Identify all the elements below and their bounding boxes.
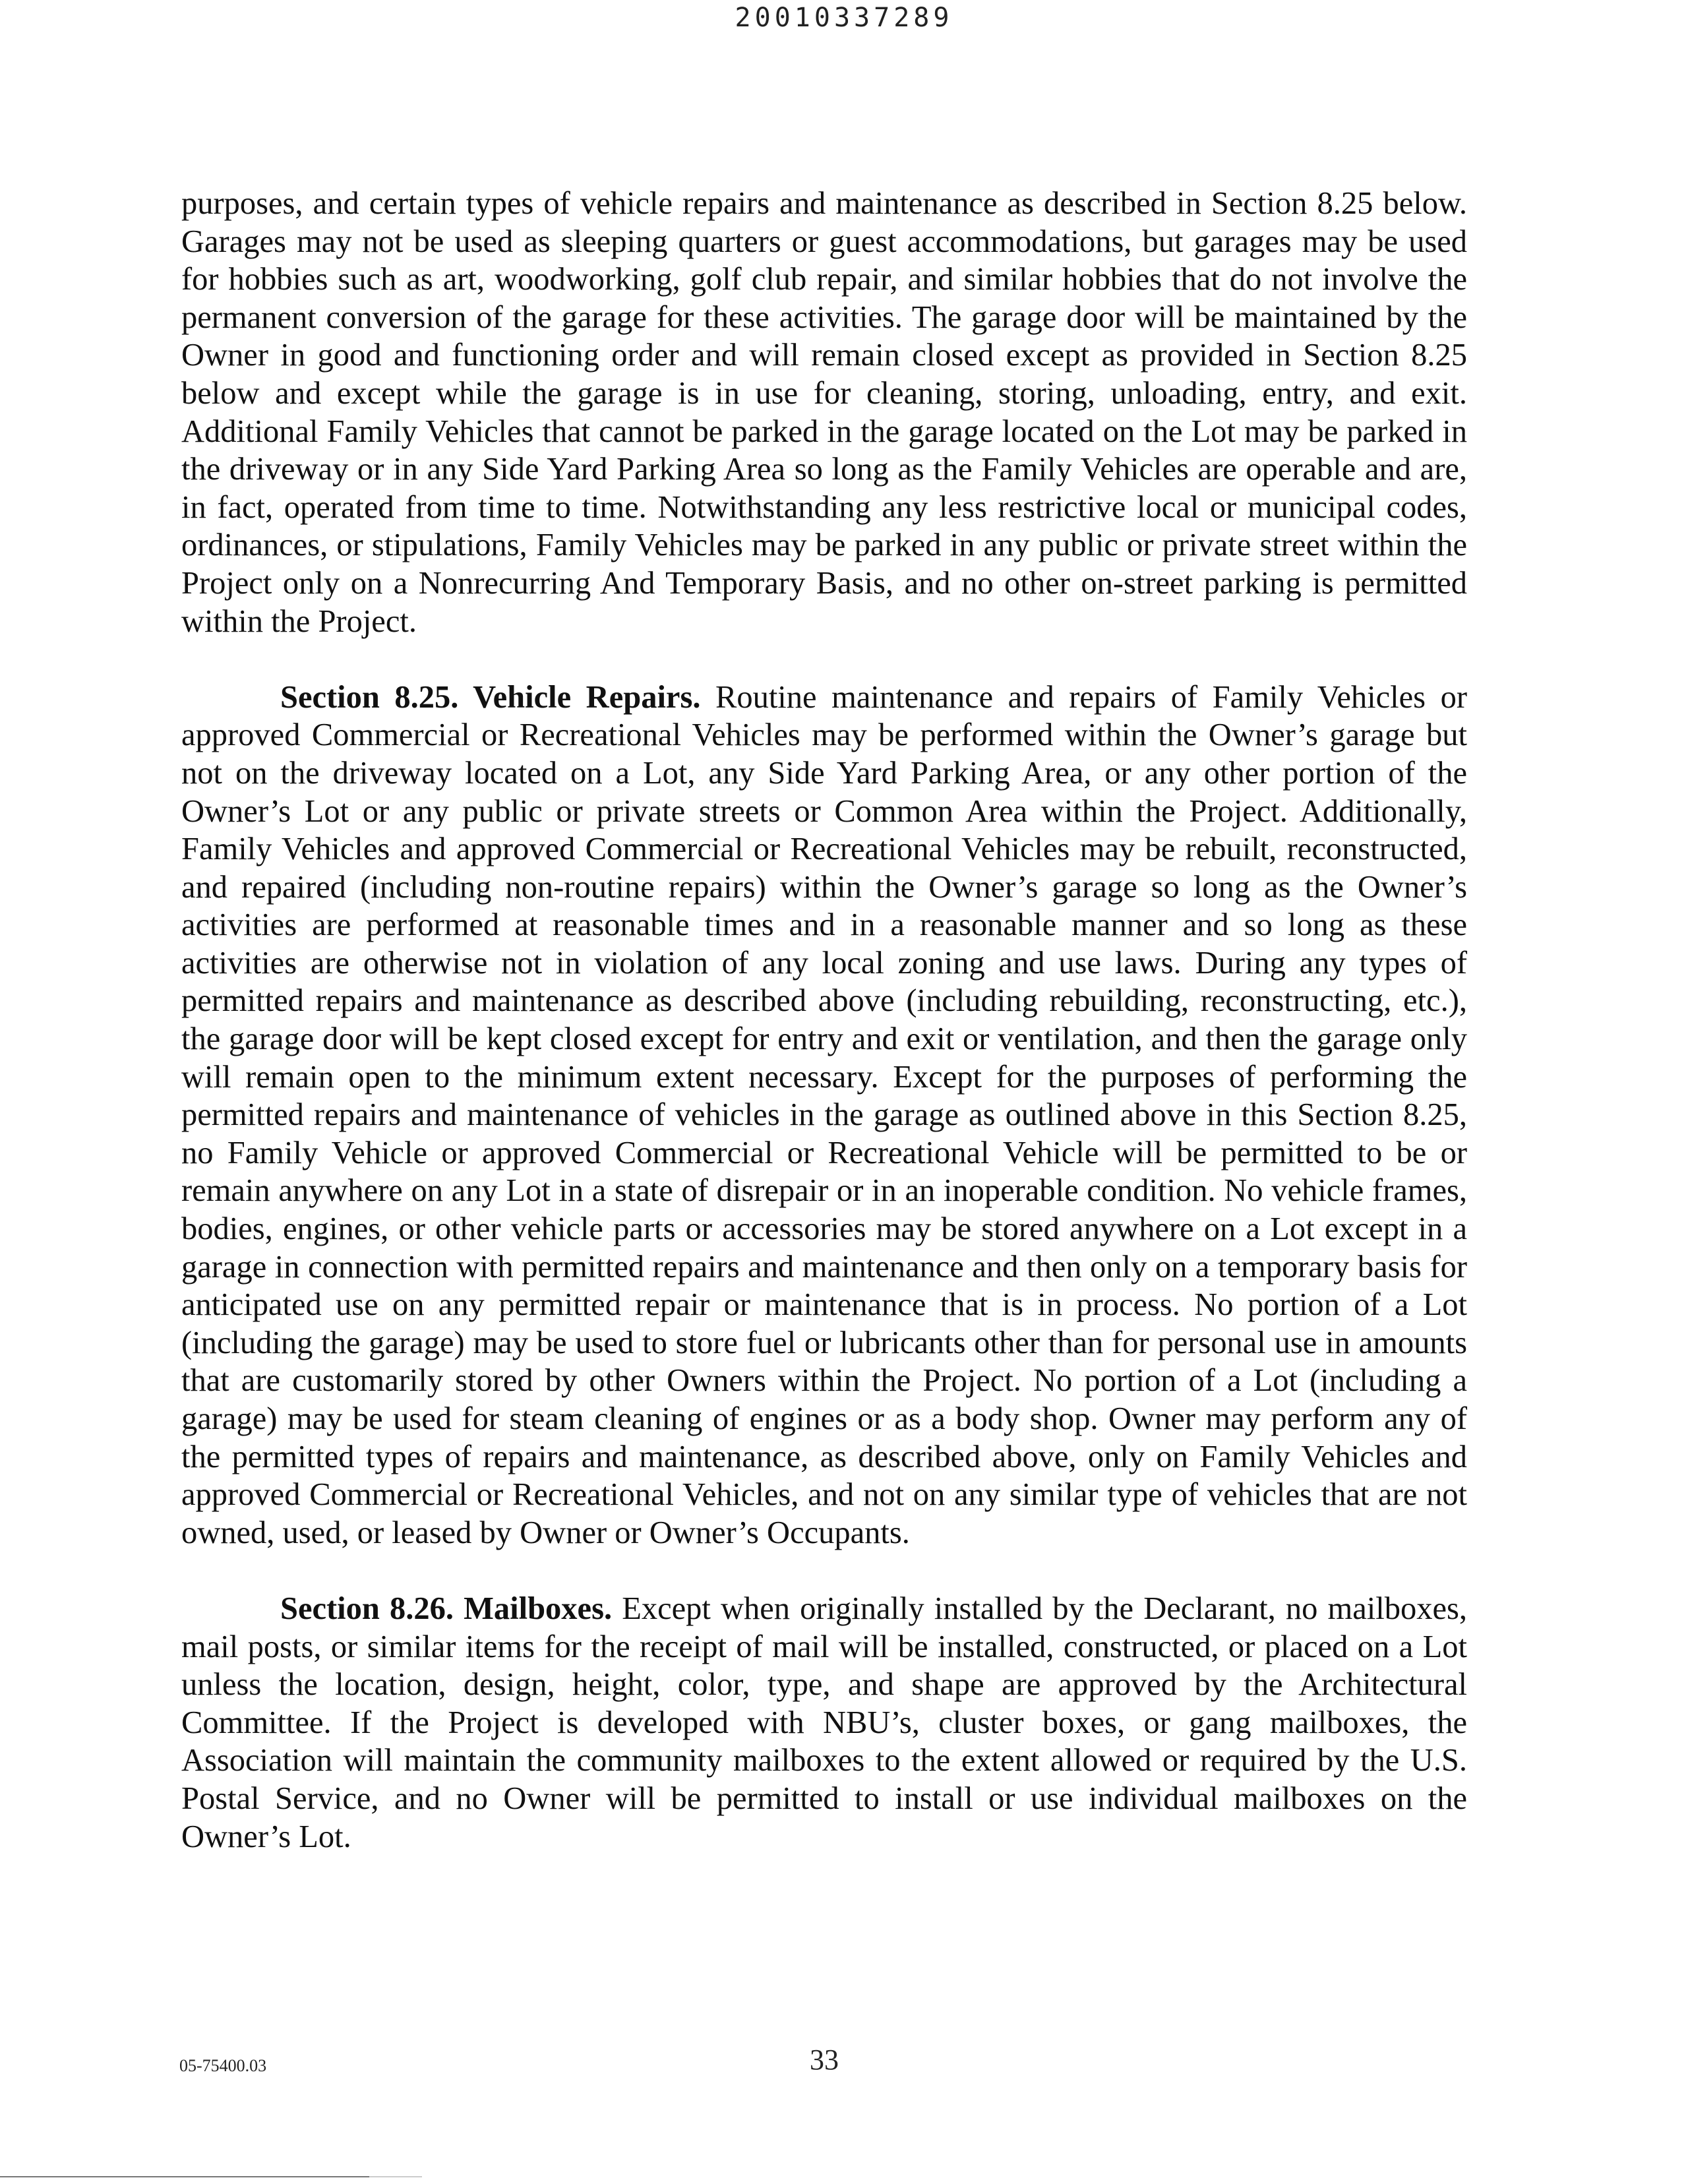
section-heading: Section 8.25. Vehicle Repairs. — [280, 679, 715, 715]
section-heading: Section 8.26. Mailboxes. — [280, 1591, 622, 1626]
bottom-scan-line — [0, 2176, 369, 2177]
paragraph-text: Routine maintenance and repairs of Family Vehicles or approved Commercial or Recreational Vehicles may be performed within the Owner’s garage but not on the driveway located on a Lot, any Side Yard Parking Area, or any other portion of the Owner’s Lot or any public or private streets or Common Area within the Project. Additionally, Family Vehicles and approved Commercial or Recreational Vehicles may be rebuilt, reconstructed, and repaired (including non-routine repairs) within the Owner’s garage so long as the Owner’s activities are performed at reasonable times and in a reasonable manner and so long as these activities are otherwise not in violation of any local zoning and use laws. During any types of permitted repairs and maintenance as described above (including rebuilding, reconstructing, etc.), the garage door will be kept closed except for entry and exit or ventilation, and then the garage only will remain open to the minimum extent necessary. Except for the purposes of performing the permitted repairs and maintenance of vehicles in the garage as outlined above in this Section 8.25, no Family Vehicle or approved Commercial or Recreational Vehicle will be permitted to be or remain anywhere on any Lot in a state of disrepair or in an inoperable condition. No vehicle frames, bodies, engines, or other vehicle parts or accessories may be stored anywhere on a Lot except in a garage in connection with permitted repairs and maintenance and then only on a temporary basis for anticipated use on any permitted repair or maintenance that is in process. No portion of a Lot (including the garage) may be used to store fuel or lubricants other than for personal use in amounts that are customarily stored by other Owners within the Project. No portion of a Lot (including a garage) may be used for steam cleaning of engines or as a body shop. Owner may perform any of the permitted types of repairs and maintenance, as described above, only on Family Vehicles and approved Commercial or Recreational Vehicles, and not on any similar type of vehicles that are not owned, used, or leased by Owner or Owner’s Occupants. — [181, 679, 1467, 1550]
footer-page-wrapper — [0, 2043, 1688, 2077]
paragraph-continuation — [181, 185, 1467, 640]
document-number: 20010337289 — [735, 3, 953, 33]
paragraph-text: purposes, and certain types of vehicle repairs and maintenance as described in Section 8.25 below. Garages may not be used as sleeping quarters or guest accommodations, but garages may be used for hobbies such as art, woodworking, golf club repair, and similar hobbies that do not involve the permanent conversion of the garage for these activities. The garage door will be maintained by the Owner in good and functioning order and will remain closed except as provided in Section 8.25 below and except while the garage is in use for cleaning, storing, unloading, entry, and exit. Additional Family Vehicles that cannot be parked in the garage located on the Lot may be parked in the driveway or in any Side Yard Parking Area so long as the Family Vehicles are operable and are, in fact, operated from time to time. Notwithstanding any less restrictive local or municipal codes, ordinances, or stipulations, Family Vehicles may be parked in any public or private street within the Project only on a Nonrecurring And Temporary Basis, and no other on-street parking is permitted within the Project. — [181, 186, 1467, 639]
bottom-scan-line-faint — [369, 2176, 422, 2177]
paragraph-text: Except when originally installed by the Declarant, no mailboxes, mail posts, or similar items for the receipt of mail will be installed, constructed, or placed on a Lot unless the location, design, height, color, type, and shape are approved by the Architectural Committee. If the Project is developed with NBU’s, cluster boxes, or gang mailboxes, the Association will maintain the community mailboxes to the extent allowed or required by the U.S. Postal Service, and no Owner will be permitted to install or use individual mailboxes on the Owner’s Lot. — [181, 1591, 1467, 1854]
section-8-26-mailboxes — [181, 1590, 1467, 1856]
document-body — [181, 185, 1467, 1894]
section-8-25-vehicle-repairs — [181, 679, 1467, 1552]
page-number: 33 — [810, 2044, 839, 2076]
footer-file-number: 05-75400.03 — [179, 2056, 267, 2075]
